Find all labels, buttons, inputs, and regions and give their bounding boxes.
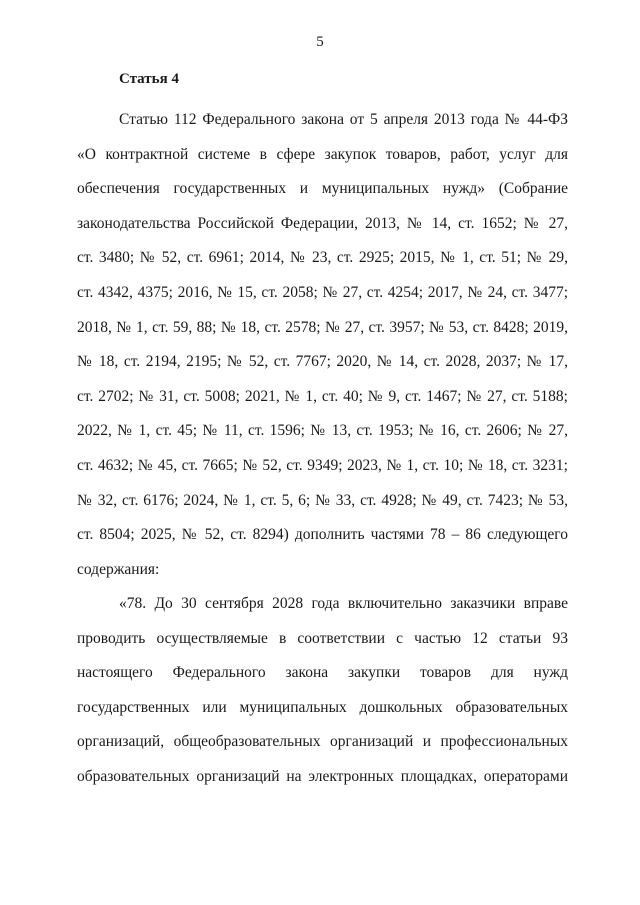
text-line: ст. 3480; № 52, ст. 6961; 2014, № 23, ст. 2925; 2015, № 1, ст. 51; № 29, (77, 249, 568, 267)
text-line: «78. До 30 сентября 2028 года включительно заказчики вправе (119, 595, 568, 612)
text-line: проводить осуществляемые в соответствии с частью 12 статьи 93 (77, 629, 568, 647)
text-line: ст. 4342, 4375; 2016, № 15, ст. 2058; № 27, ст. 4254; 2017, № 24, ст. 3477; (77, 283, 568, 301)
text-line: 2018, № 1, ст. 59, 88; № 18, ст. 2578; № 27, ст. 3957; № 53, ст. 8428; 2019, (77, 318, 568, 336)
text-line: № 32, ст. 6176; 2024, № 1, ст. 5, 6; № 33, ст. 4928; № 49, ст. 7423; № 53, (77, 491, 568, 509)
text-line: ст. 8504; 2025, № 52, ст. 8294) дополнить частями 78 – 86 следующего (77, 526, 568, 544)
text-line: содержания: (77, 560, 160, 578)
text-line: организаций, общеобразовательных организаций и профессиональных (77, 733, 568, 751)
text-line: «О контрактной системе в сфере закупок товаров, работ, услуг для (77, 145, 568, 163)
text-line: настоящего Федерального закона закупки товаров для нужд (77, 664, 568, 682)
paragraph-amendment-intro (77, 103, 568, 587)
text-line: государственных или муниципальных дошкольных образовательных (77, 698, 568, 716)
text-line: № 18, ст. 2194, 2195; № 52, ст. 7767; 2020, № 14, ст. 2028, 2037; № 17, (77, 353, 568, 371)
article-heading: Статья 4 (119, 71, 179, 87)
text-line: ст. 2702; № 31, ст. 5008; 2021, № 1, ст. 40; № 9, ст. 1467; № 27, ст. 5188; (77, 387, 568, 405)
text-line: законодательства Российской Федерации, 2013, № 14, ст. 1652; № 27, (77, 214, 568, 232)
text-line: 2022, № 1, ст. 45; № 11, ст. 1596; № 13, ст. 1953; № 16, ст. 2606; № 27, (77, 422, 568, 440)
text-line: обеспечения государственных и муниципальных нужд» (Собрание (77, 180, 568, 198)
page-number: 5 (316, 34, 324, 50)
text-line: образовательных организаций на электронных площадках, операторами (77, 767, 568, 785)
text-line: Статью 112 Федерального закона от 5 апреля 2013 года № 44-ФЗ (119, 111, 568, 128)
text-line: ст. 4632; № 45, ст. 7665; № 52, ст. 9349; 2023, № 1, ст. 10; № 18, ст. 3231; (77, 456, 568, 474)
paragraph-part-78 (77, 587, 568, 795)
